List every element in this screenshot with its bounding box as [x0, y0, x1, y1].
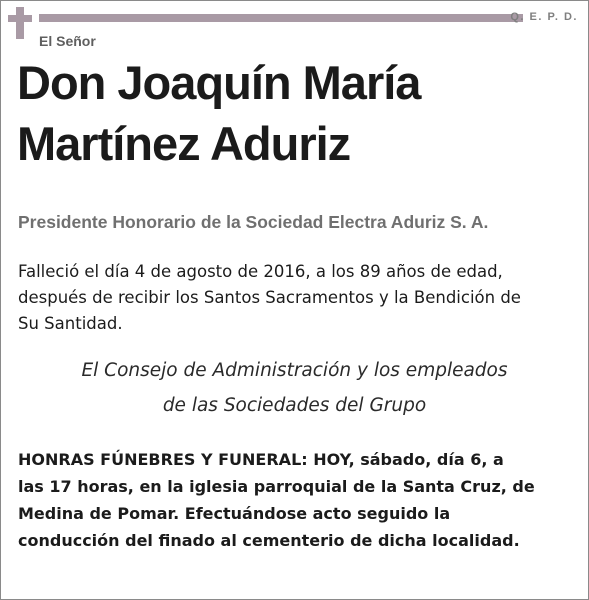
announcement-line: después de recibir los Santos Sacramentos y la Bendición de: [18, 288, 521, 307]
signers-line: El Consejo de Administración y los empleados: [81, 360, 508, 381]
announcement-line: Falleció el día 4 de agosto de 2016, a los 89 años de edad,: [18, 262, 503, 281]
announcement-line: Su Santidad.: [18, 314, 123, 333]
cross-icon: [8, 7, 32, 39]
qepd-mark: Q. E. P. D.: [510, 11, 578, 23]
deceased-position: Presidente Honorario de la Sociedad Electra Aduriz S. A.: [18, 212, 489, 232]
funeral-line: conducción del finado al cementerio de dicha localidad.: [18, 531, 520, 550]
deceased-name: [17, 52, 577, 174]
name-line: Martínez Aduriz: [17, 117, 351, 170]
death-announcement: [18, 259, 574, 337]
header-rule: [39, 14, 523, 22]
funeral-line: HONRAS FÚNEBRES Y FUNERAL: HOY, sábado, día 6, a: [18, 450, 504, 469]
name-line: Don Joaquín María: [17, 56, 421, 109]
funeral-line: Medina de Pomar. Efectuándose acto seguido la: [18, 504, 451, 523]
funeral-line: las 17 horas, en la iglesia parroquial de la Santa Cruz, de: [18, 477, 535, 496]
funeral-details: [18, 446, 574, 554]
signers-line: de las Sociedades del Grupo: [162, 395, 427, 416]
honorific: El Señor: [39, 33, 96, 49]
signers: [0, 353, 589, 423]
